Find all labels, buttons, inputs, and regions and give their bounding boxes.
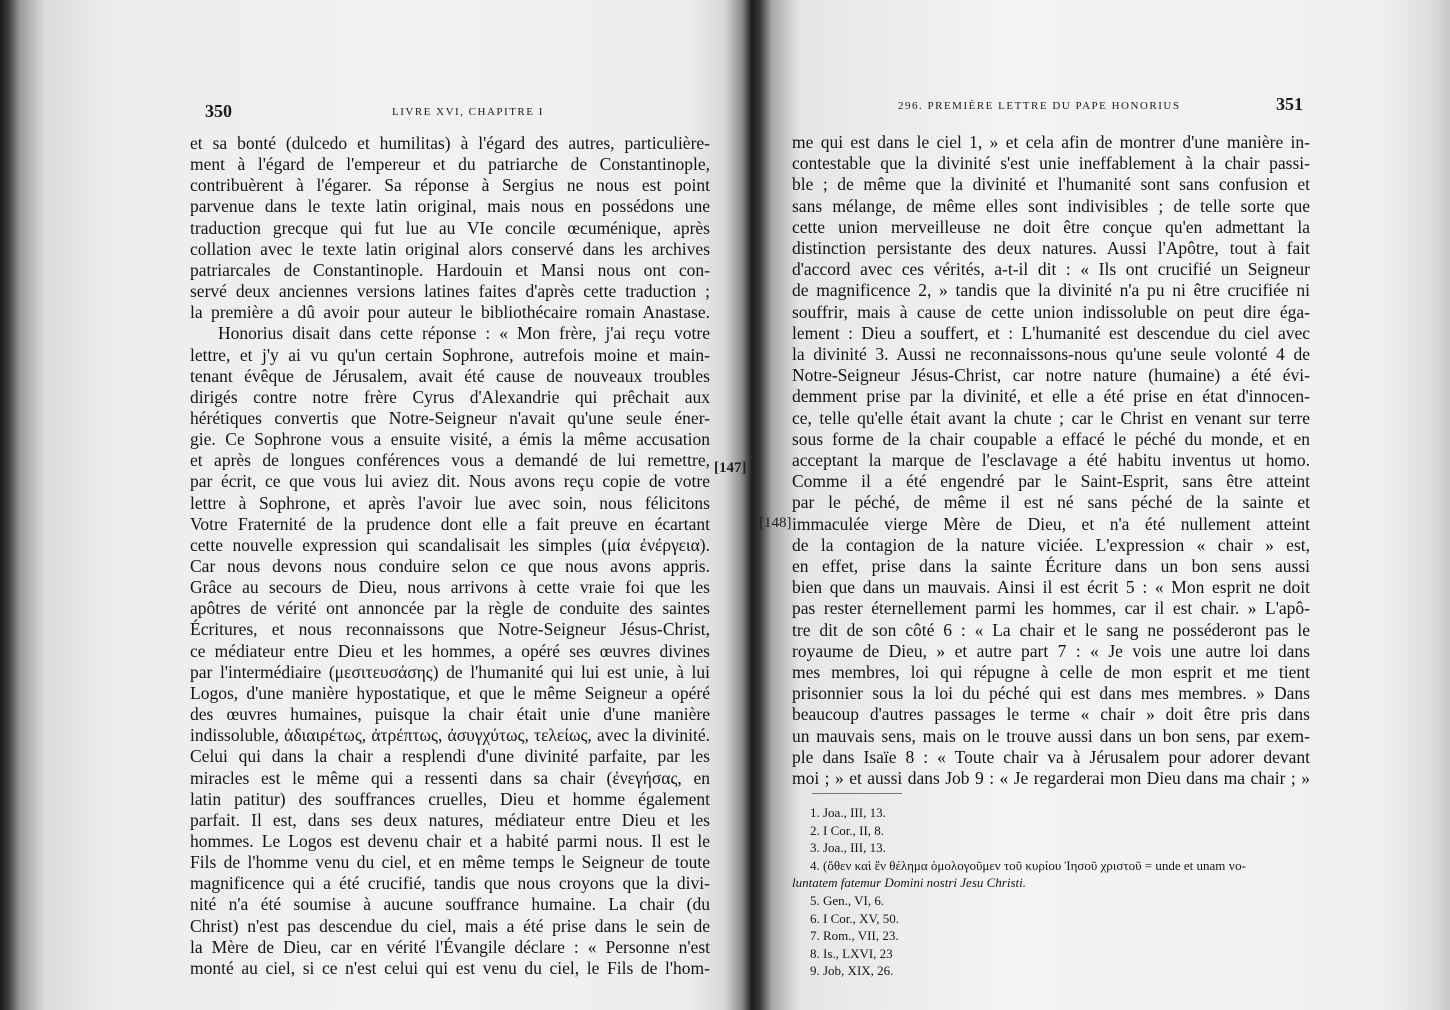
- text-line: Votre Fraternité de la prudence dont elle a fait preuve en écartant: [190, 513, 710, 534]
- text-line: sans mélange, de même elles sont indivisibles ; de telle sorte que: [792, 195, 1310, 216]
- text-line: d'accord avec ces vérités, a-t-il dit : « Ils ont crucifié un Seigneur: [792, 259, 1310, 280]
- text-line: contestable que la divinité s'est unie ineffablement à la chair passi-: [792, 153, 1310, 174]
- footnote: 2. I Cor., II, 8.: [810, 822, 885, 838]
- footnote: 1. Joa., III, 13.: [810, 805, 886, 820]
- text-line: Comme il a été engendré par le Saint-Esprit, sans être atteint: [792, 471, 1310, 492]
- text-line: ce médiateur entre Dieu et les hommes, a opéré ses œuvres divines: [190, 640, 710, 661]
- text-line: Celui qui dans la chair a resplendi d'une divinité parfaite, par les: [190, 746, 710, 767]
- margin-reference-left: [147]: [714, 460, 747, 476]
- right-running-title: 296. PREMIÈRE LETTRE DU PAPE HONORIUS: [898, 100, 1181, 112]
- text-line: souffrir, mais à cause de cette union indissoluble on peut dire éga-: [792, 301, 1310, 322]
- text-line: Notre-Seigneur Jésus-Christ, car notre nature (humaine) a été évi-: [792, 365, 1310, 386]
- text-line: servé deux anciennes versions latines faites d'après cette traduction ;: [190, 281, 710, 302]
- text-line: tre dit de son côté 6 : « La chair et le sang ne posséderont pas le: [792, 619, 1310, 640]
- text-line: beaucoup d'autres passages le terme « chair » doit être pris dans: [792, 704, 1310, 725]
- text-line: cette nouvelle expression qui scandalisait les simples (μία ἐνέργεια).: [190, 534, 710, 555]
- text-line: prisonnier sous la loi du péché qui est dans mes membres. » Dans: [792, 683, 1310, 704]
- text-line: miracles est le même qui a ressenti dans sa chair (ἐνεγήσας, en: [190, 767, 710, 788]
- text-line: ple dans Isaïe 8 : « Toute chair va à Jérusalem pour adorer devant: [792, 746, 1310, 767]
- right-page-number: 351: [1276, 94, 1303, 114]
- text-line: par l'intermédiaire (μεσιτευσάσης) de l'humanité qui lui est unie, à lui: [190, 661, 710, 682]
- text-line: mes membres, loi qui répugne à celle de mon esprit et me tient: [792, 662, 1310, 682]
- text-line: parvenue dans le texte latin original, mais nous en possédons une: [190, 196, 710, 217]
- margin-reference-right: [148]: [759, 515, 792, 531]
- text-line: Fils de l'homme venu du ciel, et en même temps le Seigneur de toute: [190, 852, 710, 873]
- footnote: 7. Rom., VII, 23.: [810, 928, 899, 944]
- text-line: en effet, prise dans la sainte Écriture dans un bon sens aussi: [792, 556, 1310, 576]
- text-line: la divinité 3. Aussi ne reconnaissons-nous qu'une seule volonté 4 de: [792, 344, 1310, 364]
- text-line: moi ; » et aussi dans Job 9 : « Je regarderai mon Dieu dans ma chair ; »: [792, 768, 1310, 788]
- text-line: royaume de Dieu, » et autre part 7 : « Je vois une autre loi dans: [792, 640, 1310, 661]
- text-line: hommes. Le Logos est devenu chair et a habité parmi nous. Il est le: [190, 830, 710, 851]
- text-line: un mauvais sens, mais on le trouve aussi dans un bon sens, par exem-: [792, 725, 1310, 746]
- text-line: traduction grecque qui fut lue au VIe concile œcuménique, après: [190, 217, 710, 238]
- text-line: lettre à Sophrone, et après l'avoir lue avec soin, nous félicitons: [190, 492, 710, 513]
- text-line: et après de longues conférences vous a demandé de lui remettre,: [190, 450, 710, 471]
- text-line: ce, telle qu'elle était avant la chute ; car le Christ en venant sur terre: [792, 407, 1310, 428]
- text-line: de magnificence 2, » tandis que la divinité n'a pu ni être crucifiée ni: [792, 280, 1310, 301]
- text-line: Christ) n'est pas descendue du ciel, mais a été prise dans le sein de: [190, 915, 710, 936]
- text-line: par écrit, ce que vous lui aviez dit. Nous avons reçu copie de votre: [190, 471, 710, 492]
- text-line: Logos, d'une manière hypostatique, et que le même Seigneur a opéré: [190, 682, 710, 703]
- text-line: par le péché, de même il est né sans péché de la sainte et: [792, 492, 1310, 513]
- footnote: 5. Gen., VI, 6.: [810, 893, 885, 908]
- text-line: de la contagion de la nature viciée. L'expression « chair » est,: [792, 534, 1310, 555]
- text-line: hérétiques convertis que Notre-Seigneur n'avait qu'une seule éner-: [190, 407, 710, 428]
- text-line: dirigés contre notre frère Cyrus d'Alexandrie qui prêchait aux: [190, 386, 710, 407]
- text-line: bien que dans un mauvais. Ainsi il est écrit 5 : « Mon esprit ne doit: [792, 577, 1310, 598]
- text-line: lettre, et j'y ai vu qu'un certain Sophrone, autrefois moine et main-: [190, 344, 710, 365]
- footnote: 6. I Cor., XV, 50.: [810, 910, 899, 926]
- text-line: acceptant la marque de l'esclavage a été habitu inventus ut homo.: [792, 450, 1310, 470]
- left-running-title: LIVRE XVI, CHAPITRE I: [392, 106, 544, 118]
- text-line: la Mère de Dieu, car en vérité l'Évangile déclare : « Personne n'est: [190, 936, 710, 957]
- footnote: 8. Is., LXVI, 23: [810, 945, 893, 961]
- text-line: la première a dû avoir pour auteur le bibliothécaire romain Anastase.: [190, 302, 710, 323]
- text-line: nité n'a été soumise à aucune souffrance humaine. La chair (du: [190, 894, 710, 915]
- text-line: cette union merveilleuse ne doit être conçue qu'en admettant la: [792, 216, 1310, 237]
- footnote-rule: [812, 793, 902, 794]
- text-line: ment à l'égard de l'empereur et du patriarche de Constantinople,: [190, 154, 710, 175]
- text-line: tenant évêque de Jérusalem, avait été cause de nouveaux troubles: [190, 365, 710, 386]
- text-line: collation avec le texte latin original alors conservé dans les archives: [190, 238, 710, 259]
- text-line: immaculée vierge Mère de Dieu, et n'a été nullement atteint: [792, 513, 1310, 534]
- text-line: des œuvres humaines, puisque la chair était unie d'une manière: [190, 704, 710, 725]
- text-line: gie. Ce Sophrone vous a ensuite visité, a émis la même accusation: [190, 429, 710, 450]
- text-line: et sa bonté (dulcedo et humilitas) à l'égard des autres, particulière-: [190, 133, 710, 153]
- text-line: sous forme de la chair coupable a effacé le péché du monde, et en: [792, 428, 1310, 449]
- text-line: Car nous devons nous conduire selon ce que nous avons appris.: [190, 556, 710, 576]
- text-line: pas rester éternellement parmi les hommes, car il est chair. » L'apô-: [792, 598, 1310, 619]
- text-line: lement : Dieu a souffert, et : L'humanité est descendue du ciel avec: [792, 322, 1310, 343]
- footnote: luntatem fatemur Domini nostri Jesu Christi.: [792, 875, 1026, 891]
- text-line: Honorius disait dans cette réponse : « Mon frère, j'ai reçu votre: [218, 323, 710, 344]
- text-line: latin patitur) des souffrances cruelles, Dieu et homme également: [190, 788, 710, 809]
- text-line: apôtres de vérité ont annoncée par la règle de conduite des saintes: [190, 598, 710, 619]
- text-line: ble ; de même que la divinité et l'humanité sont sans confusion et: [792, 174, 1310, 195]
- text-line: Écritures, et nous reconnaissons que Notre-Seigneur Jésus-Christ,: [190, 619, 710, 640]
- text-line: parfait. Il est, dans ses deux natures, médiateur entre Dieu et les: [190, 809, 710, 830]
- text-line: indissoluble, ἀδιαιρέτως, ἀτρέπτως, ἀσυγχύτως, τελείως, avec la divinité.: [190, 725, 710, 746]
- footnote: 4. (ὅθεν καὶ ἓν θέλημα ὁμολογοῦμεν τοῦ κυρίου Ἰησοῦ χριστοῦ = unde et unam vo-: [810, 857, 1246, 873]
- text-line: me qui est dans le ciel 1, » et cela afin de montrer d'une manière in-: [792, 132, 1310, 152]
- text-line: magnificence qui a été crucifié, tandis que nous croyons que la divi-: [190, 873, 710, 894]
- text-line: contribuèrent à l'égarer. Sa réponse à Sergius ne nous est point: [190, 175, 710, 196]
- text-line: Grâce au secours de Dieu, nous arrivons à cette vraie foi que les: [190, 577, 710, 598]
- text-line: patriarcales de Constantinople. Hardouin et Mansi nous ont con-: [190, 259, 710, 280]
- footnote: 9. Job, XIX, 26.: [810, 963, 894, 979]
- text-line: monté au ciel, si ce n'est celui qui est venu du ciel, le Fils de l'hom-: [190, 957, 710, 978]
- left-page-number: 350: [205, 101, 232, 121]
- text-line: demment prise par la divinité, et elle a été prise en état d'innocen-: [792, 386, 1310, 407]
- text-line: distinction persistante des deux natures. Aussi l'Apôtre, tout à fait: [792, 238, 1310, 258]
- footnote: 3. Joa., III, 13.: [810, 840, 886, 856]
